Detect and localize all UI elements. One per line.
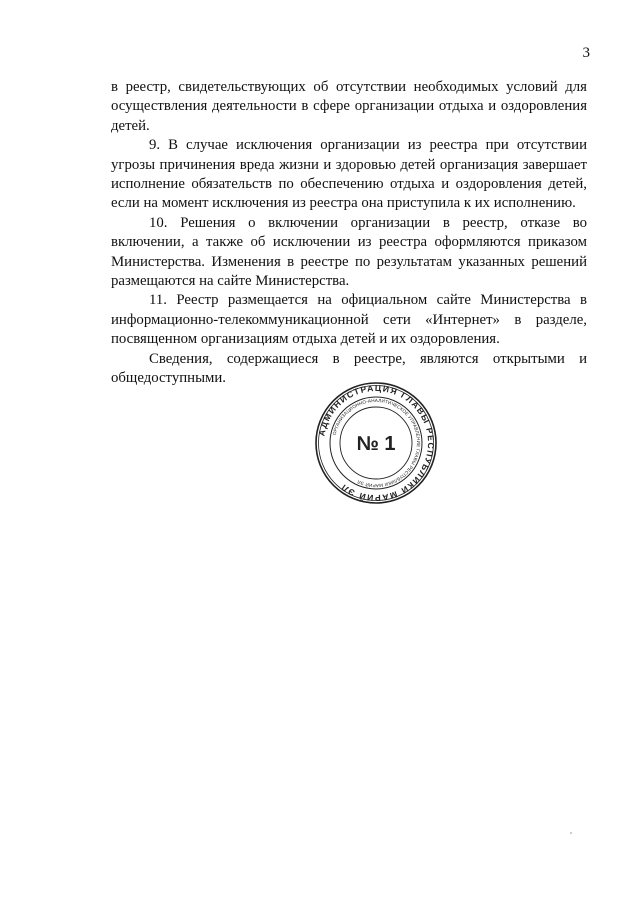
paragraph-item-10: 10. Решения о включении организации в реестр, отказе во включении, а также об исключении из реестра оформляются приказом Министерства. Изменения в реестре по результатам указанных решений размещаются на сайте Министерства. (111, 214, 587, 290)
stamp-outer-text: АДМИНИСТРАЦИЯ ГЛАВЫ РЕСПУБЛИКИ МАРИЙ ЭЛ (316, 382, 437, 504)
scan-speck (570, 832, 572, 834)
stamp-inner-text: ОРГАНИЗАЦИОННО-АНАЛИТИЧЕСКОЕ УПРАВЛЕНИЕ ГЛАВЫ РЕСПУБЛИКИ МАРИЙ ЭЛ (331, 397, 422, 489)
stamp-number: № 1 (356, 433, 396, 455)
paragraph-continuation: в реестр, свидетельствующих об отсутствии необходимых условий для осуществления деятельности в сфере организации отдыха и оздоровления детей. (111, 79, 587, 134)
document-body (111, 78, 587, 389)
paragraph-item-9: 9. В случае исключения организации из реестра при отсутствии угрозы причинения вреда жизни и здоровью детей организация завершает исполнение обязательств по обеспечению отдыха и оздоровления детей, если на момент исключения из реестра она приступила к их исполнению. (111, 137, 587, 212)
official-stamp (314, 381, 438, 505)
page-number: 3 (582, 45, 590, 61)
paragraph-item-11: 11. Реестр размещается на официальном сайте Министерства в информационно-телекоммуникационной сети «Интернет» в разделе, посвященном организациям отдыха детей и их оздоровления. (111, 292, 587, 348)
paragraph-closing: Сведения, содержащиеся в реестре, являются открытыми и общедоступными. (111, 350, 587, 387)
